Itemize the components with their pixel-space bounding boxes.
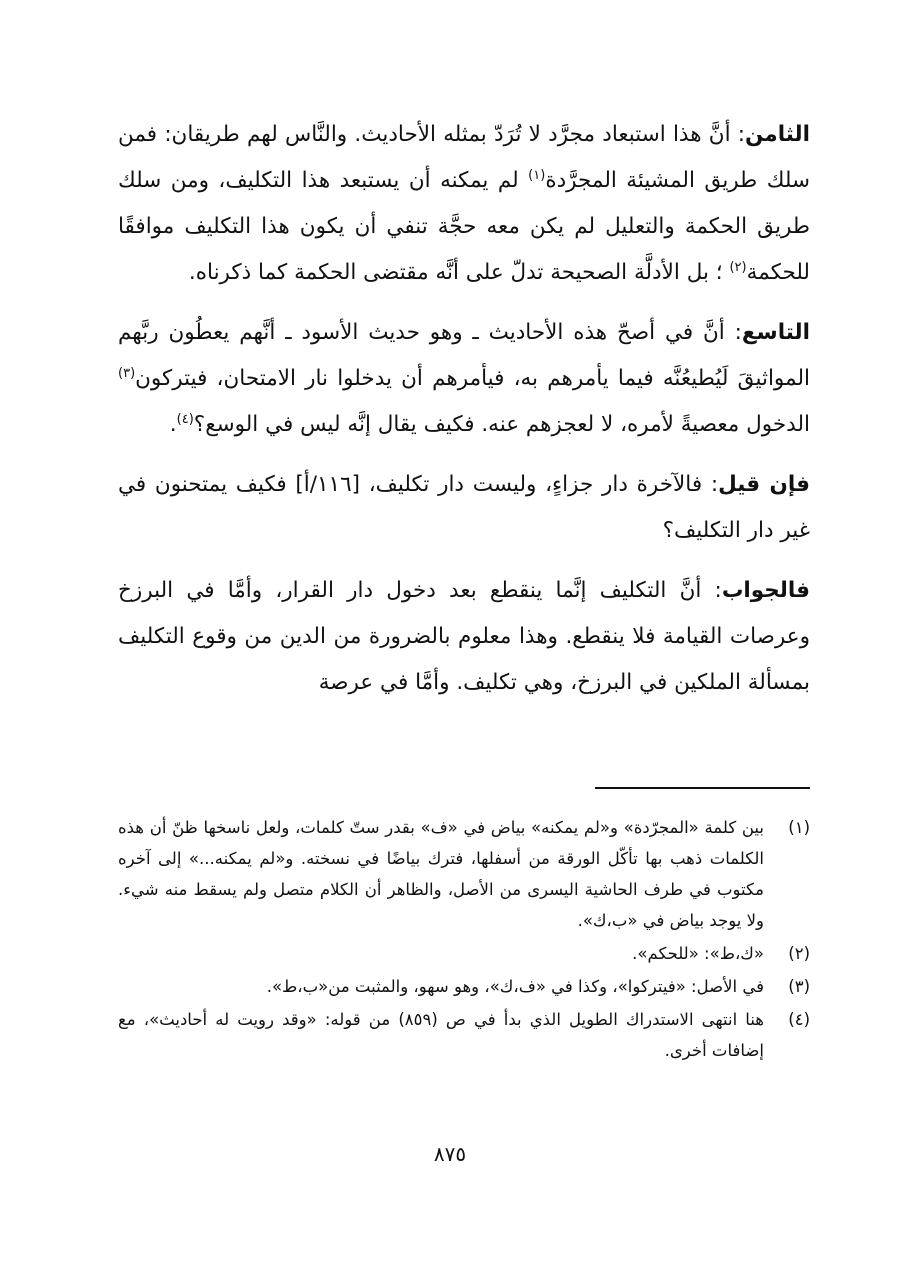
paragraph-text: الدخول معصيةً لأمره، لا لعجزهم عنه. فكيف يقال إنَّه ليس في الوسع؟	[193, 412, 810, 437]
paragraph-eighth	[118, 112, 810, 296]
paragraph-text: : أنَّ التكليف إنَّما ينقطع بعد دخول دار القرار، وأمَّا في البرزخ وعرصات القيامة فلا ينقطع. وهذا معلوم بالضرورة من الدين من وقوع التكليف بمسألة الملكين في البرزخ، وهي تكليف. وأمَّا في عرصة	[118, 578, 810, 695]
paragraph-ninth	[118, 310, 810, 448]
paragraph-text: : فالآخرة دار جزاءٍ، وليست دار تكليف، [١١٦/أ] فكيف يمتحنون في غير دار التكليف؟	[118, 472, 810, 543]
footnote-ref[interactable]: (٤)	[176, 411, 194, 427]
page-number: ٨٧٥	[433, 1142, 467, 1166]
footnote-item	[118, 1004, 810, 1066]
footnote-divider	[595, 787, 810, 789]
footnote-ref[interactable]: (١)	[528, 167, 546, 183]
paragraph-lead: الثامن	[745, 122, 810, 147]
footnote-item	[118, 812, 810, 936]
footnote-ref[interactable]: (٢)	[729, 259, 747, 275]
paragraph-objection	[118, 462, 810, 554]
footnote-text: «ك،ط»: «للحكم».	[632, 944, 764, 963]
paragraph-lead: التاسع	[741, 320, 810, 345]
footnote-item	[118, 938, 810, 969]
paragraph-text: ؛ بل الأدلَّة الصحيحة تدلّ على أنَّه مقتضى الحكمة كما ذكرناه.	[188, 260, 730, 285]
paragraph-text: : أنَّ في أصحّ هذه الأحاديث ـ وهو حديث الأسود ـ أنَّهم يعطُون ربَّهم المواثيقَ لَيُطيعُنَّه فيما يأمرهم به، فيأمرهم أن يدخلوا نار الامتحان، فيتركون	[118, 320, 810, 391]
footnote-number: (٣)	[788, 977, 810, 996]
footnotes	[118, 812, 810, 1068]
paragraph-text: : أنَّ هذا استبعاد مجرَّد لا تُرَدّ بمثله الأحاديث. والنَّاس لهم طريقان: فمن سلك طريق المشيئة المجرَّدة	[118, 122, 810, 193]
main-text	[118, 112, 810, 720]
paragraph-lead: فالجواب	[721, 578, 810, 603]
footnote-text: هنا انتهى الاستدراك الطويل الذي بدأ في ص (٨٥٩) من قوله: «وقد رويت له أحاديث»، مع إضافات أخرى.	[118, 1010, 764, 1060]
footnote-number: (٤)	[788, 1010, 810, 1029]
footnote-item	[118, 971, 810, 1002]
footnote-ref[interactable]: (٣)	[118, 365, 136, 381]
paragraph-lead: فإن قيل	[718, 472, 810, 497]
footnote-number: (٢)	[788, 944, 810, 963]
paragraph-answer	[118, 568, 810, 706]
paragraph-text: لم يمكنه أن يستبعد هذا التكليف، ومن سلك طريق الحكمة والتعليل لم يكن معه حجَّة تنفي أن يكون هذا التكليف موافقًا للحكمة	[118, 168, 810, 285]
footnote-number: (١)	[788, 818, 810, 837]
footnote-text: بين كلمة «المجرّدة» و«لم يمكنه» بياض في «ف» بقدر ستّ كلمات، ولعل ناسخها ظنّ أن هذه الكلمات ذهب بها تأكّل الورقة من أسفلها، فترك بياضًا في نسخته. و«لم يمكنه...» إلى آخره مكتوب في طرف الحاشية اليسرى من الأصل، والظاهر أن الكلام متصل ولم يسقط منه شيء. ولا يوجد بياض في «ب،ك».	[118, 818, 764, 930]
footnote-text: في الأصل: «فيتركوا»، وكذا في «ف،ك»، وهو سهو، والمثبت من«ب،ط».	[266, 977, 764, 996]
paragraph-text: .	[169, 412, 177, 437]
